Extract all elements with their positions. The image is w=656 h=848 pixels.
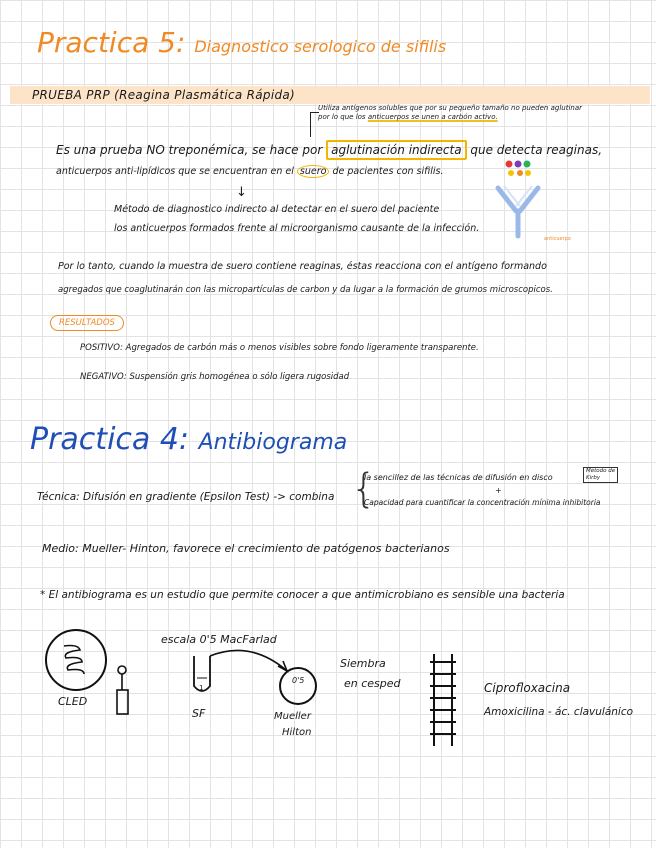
transfer-arrow	[210, 650, 287, 671]
resultados-badge: RESULTADOS	[50, 315, 124, 331]
amoxicilina-label: Amoxicilina - ác. clavulánico	[484, 706, 634, 718]
note-line-2	[318, 113, 498, 121]
od-label: 0'5	[292, 676, 305, 685]
metodo-kirby-line-2: Kirby	[586, 475, 601, 481]
plus-sign: +	[495, 486, 502, 495]
practica-5-subtitle: Diagnostico serologico de sifilis	[194, 37, 447, 56]
mueller-hinton-label-2: Hilton	[282, 727, 312, 738]
practica-4-title-main: Practica 4	[30, 422, 179, 457]
sf-label: SF	[192, 707, 206, 720]
note-line-2-highlight: anticuerpos se unen a carbón activo.	[367, 113, 498, 121]
inoculation-loop-icon	[117, 666, 128, 714]
mueller-hinton-plate-icon	[280, 668, 316, 704]
combina-line-1: la sencillez de las técnicas de difusión en disco	[364, 473, 553, 482]
down-arrow: ↓	[236, 185, 247, 200]
positivo-result: POSITIVO: Agregados de carbón más o menos visibles sobre fondo ligeramente transparente.	[80, 343, 479, 353]
antibiotic-strip-icon	[430, 654, 456, 746]
ciprofloxacina-label: Ciprofloxacina	[484, 681, 571, 695]
practica-5-title-colon: :	[175, 26, 186, 59]
cled-label: CLED	[58, 695, 88, 708]
antibody-diagram	[488, 156, 558, 246]
negativo-result: NEGATIVO: Suspensión gris homogénea o sólo ligera rugosidad	[80, 372, 350, 382]
antigen-dots	[506, 161, 532, 177]
definition-line-2-post: de pacientes con sifilis.	[332, 166, 444, 177]
combina-brace: {	[351, 466, 377, 512]
por-lo-tanto-line-2: agregados que coaglutinarán con las micropartículas de carbon y da lugar a la formación de grumos microscopicos.	[58, 285, 553, 295]
note-line-2-pre: por lo que los	[318, 113, 366, 121]
metodo-line-1: Método de diagnostico indirecto al detectar en el suero del paciente	[114, 204, 440, 215]
practica-4-subtitle: Antibiograma	[198, 430, 348, 455]
metodo-kirby-line-1: Método de	[586, 468, 616, 474]
combina-line-2: Capacidad para cuantificar la concentración mínima inhibitoria	[364, 498, 601, 507]
sf-tube-icon	[194, 656, 210, 692]
definition-line-1-pre: Es una prueba NO treponémica, se hace por	[56, 143, 323, 157]
aglutinacion-indirecta-box: aglutinación indirecta	[326, 140, 466, 160]
medio-line: Medio: Mueller- Hinton, favorece el crecimiento de patógenos bacterianos	[42, 542, 450, 555]
escala-macfarland-label: escala 0'5 MacFarlad	[161, 633, 277, 646]
practica-4-title-colon: :	[178, 422, 190, 457]
definition-line-2-pre: anticuerpos anti-lipídicos que se encuentran en el	[56, 166, 294, 177]
prueba-prp-heading: PRUEBA PRP (Reagina Plasmática Rápida)	[32, 88, 296, 102]
por-lo-tanto-line-1: Por lo tanto, cuando la muestra de suero contiene reaginas, éstas reacciona con el antígeno formando	[58, 261, 547, 272]
antibody-y-shape	[498, 188, 538, 236]
definition-line-2	[56, 166, 444, 177]
mueller-hinton-label-1: Mueller	[274, 711, 311, 722]
note-line-1: Utiliza antígenos solubles que por su pequeño tamaño no pueden aglutinar	[318, 104, 582, 112]
siembra-label-2: en cesped	[344, 677, 401, 690]
practica-4-title	[30, 422, 347, 457]
antibody-label: anticuerpo	[544, 236, 571, 242]
cled-plate-icon	[46, 630, 106, 690]
metodo-kirby-box	[583, 467, 618, 483]
siembra-label-1: Siembra	[340, 657, 386, 670]
metodo-line-2: los anticuerpos formados frente al microorganismo causante de la infección.	[114, 223, 480, 234]
practica-5-title	[37, 26, 446, 59]
svg-text:1: 1	[199, 684, 204, 692]
definition-line-1-post: que detecta reaginas,	[470, 143, 603, 157]
suero-circle: suero	[297, 165, 330, 178]
definition-line-1	[56, 143, 602, 157]
tecnica-line: Técnica: Difusión en gradiente (Epsilon Test) -> combina	[37, 491, 335, 503]
antibiograma-definition: * El antibiograma es un estudio que permite conocer a que antimicrobiano es sensible una bacteria	[40, 589, 565, 601]
practica-5-title-main: Practica 5	[37, 26, 176, 59]
